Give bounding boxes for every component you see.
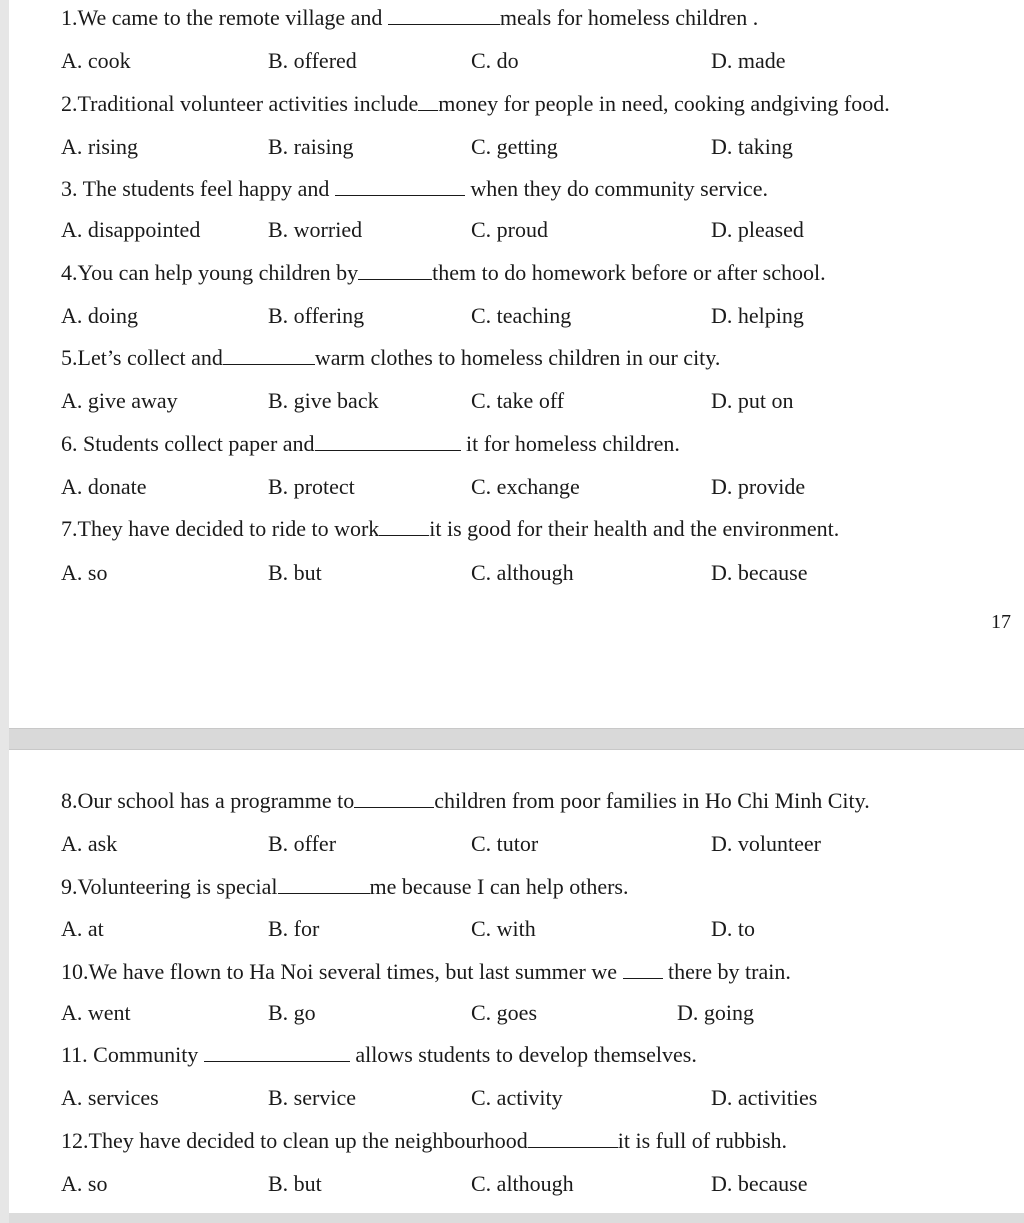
option-d: D. made — [711, 48, 786, 73]
question-text: children from poor families in Ho Chi Minh City. — [434, 788, 870, 813]
page-bottom-edge — [9, 1213, 1024, 1223]
option-a: A. donate — [61, 474, 147, 499]
option-b: B. raising — [268, 134, 354, 159]
question-text: 1.We came to the remote village and — [61, 5, 388, 30]
option-a: A. services — [61, 1085, 159, 1110]
option-a: A. went — [61, 1000, 131, 1025]
option-c: C. goes — [471, 1000, 537, 1025]
question-8 — [61, 790, 870, 812]
question-text: it is full of rubbish. — [617, 1128, 788, 1153]
answer-blank — [278, 877, 370, 894]
option-a: A. at — [61, 916, 104, 941]
option-d: D. because — [711, 1171, 808, 1196]
question-6 — [61, 433, 680, 455]
question-5 — [61, 347, 720, 369]
option-d: D. put on — [711, 388, 794, 413]
option-a: A. give away — [61, 388, 178, 413]
question-text: 11. Community — [61, 1042, 204, 1067]
page-break — [9, 728, 1024, 750]
question-4 — [61, 262, 826, 284]
answer-blank — [354, 791, 434, 808]
option-c: C. exchange — [471, 474, 580, 499]
option-b: B. service — [268, 1085, 356, 1110]
option-a: A. so — [61, 560, 108, 585]
option-c: C. teaching — [471, 303, 572, 328]
question-7 — [61, 518, 839, 540]
option-a: A. ask — [61, 831, 118, 856]
question-10 — [61, 961, 791, 983]
answer-blank — [528, 1131, 618, 1148]
question-text: money for people in need, cooking andgiving food. — [438, 91, 890, 116]
option-a: A. rising — [61, 134, 138, 159]
option-b: B. worried — [268, 217, 363, 242]
question-text: 3. The students feel happy and — [61, 176, 335, 201]
option-b: B. but — [268, 1171, 322, 1196]
answer-blank — [388, 8, 500, 25]
option-c: C. do — [471, 48, 519, 73]
option-d: D. volunteer — [711, 831, 821, 856]
option-c: C. with — [471, 916, 536, 941]
question-text: 8.Our school has a programme to — [61, 788, 355, 813]
option-b: B. give back — [268, 388, 379, 413]
option-c: C. although — [471, 1171, 574, 1196]
option-c: C. proud — [471, 217, 548, 242]
option-b: B. for — [268, 916, 320, 941]
question-text: 7.They have decided to ride to work — [61, 516, 380, 541]
option-b: B. but — [268, 560, 322, 585]
question-text: 10.We have flown to Ha Noi several times, but last summer we — [61, 959, 623, 984]
option-d: D. because — [711, 560, 808, 585]
question-text: it is good for their health and the environment. — [429, 516, 840, 541]
answer-blank — [379, 519, 429, 536]
page-number: 17 — [991, 611, 1011, 633]
question-text: it for homeless children. — [460, 431, 680, 456]
answer-blank — [418, 94, 438, 111]
question-text: there by train. — [662, 959, 791, 984]
option-c: C. although — [471, 560, 574, 585]
question-1 — [61, 7, 758, 29]
question-text: me because I can help others. — [369, 874, 629, 899]
question-text: meals for homeless children . — [499, 5, 759, 30]
option-b: B. offered — [268, 48, 357, 73]
option-d: D. to — [711, 916, 755, 941]
option-c: C. getting — [471, 134, 558, 159]
question-text: when they do community service. — [464, 176, 768, 201]
question-text: 12.They have decided to clean up the neighbourhood — [61, 1128, 528, 1153]
page-left-edge — [0, 0, 9, 1223]
option-b: B. offering — [268, 303, 365, 328]
answer-blank — [358, 263, 432, 280]
option-c: C. take off — [471, 388, 565, 413]
option-d: D. going — [677, 1000, 754, 1025]
option-b: B. go — [268, 1000, 316, 1025]
question-text: 5.Let’s collect and — [61, 345, 223, 370]
question-text: them to do homework before or after school. — [432, 260, 826, 285]
question-text: 4.You can help young children by — [61, 260, 359, 285]
question-text: 9.Volunteering is special — [61, 874, 278, 899]
option-d: D. taking — [711, 134, 793, 159]
option-a: A. so — [61, 1171, 108, 1196]
option-b: B. protect — [268, 474, 355, 499]
answer-blank — [315, 434, 461, 451]
option-c: C. tutor — [471, 831, 539, 856]
question-text: 2.Traditional volunteer activities include — [61, 91, 419, 116]
option-d: D. activities — [711, 1085, 818, 1110]
option-a: A. disappointed — [61, 217, 201, 242]
option-d: D. helping — [711, 303, 804, 328]
question-3 — [61, 178, 768, 200]
question-11 — [61, 1044, 697, 1066]
option-a: A. doing — [61, 303, 138, 328]
option-a: A. cook — [61, 48, 131, 73]
question-2 — [61, 93, 890, 115]
option-d: D. provide — [711, 474, 806, 499]
option-d: D. pleased — [711, 217, 804, 242]
question-12 — [61, 1130, 787, 1152]
option-b: B. offer — [268, 831, 337, 856]
answer-blank — [623, 962, 663, 979]
answer-blank — [204, 1045, 350, 1062]
option-c: C. activity — [471, 1085, 563, 1110]
question-9 — [61, 876, 629, 898]
answer-blank — [223, 348, 315, 365]
question-text: warm clothes to homeless children in our city. — [314, 345, 721, 370]
question-text: allows students to develop themselves. — [349, 1042, 697, 1067]
question-text: 6. Students collect paper and — [61, 431, 315, 456]
answer-blank — [335, 179, 465, 196]
